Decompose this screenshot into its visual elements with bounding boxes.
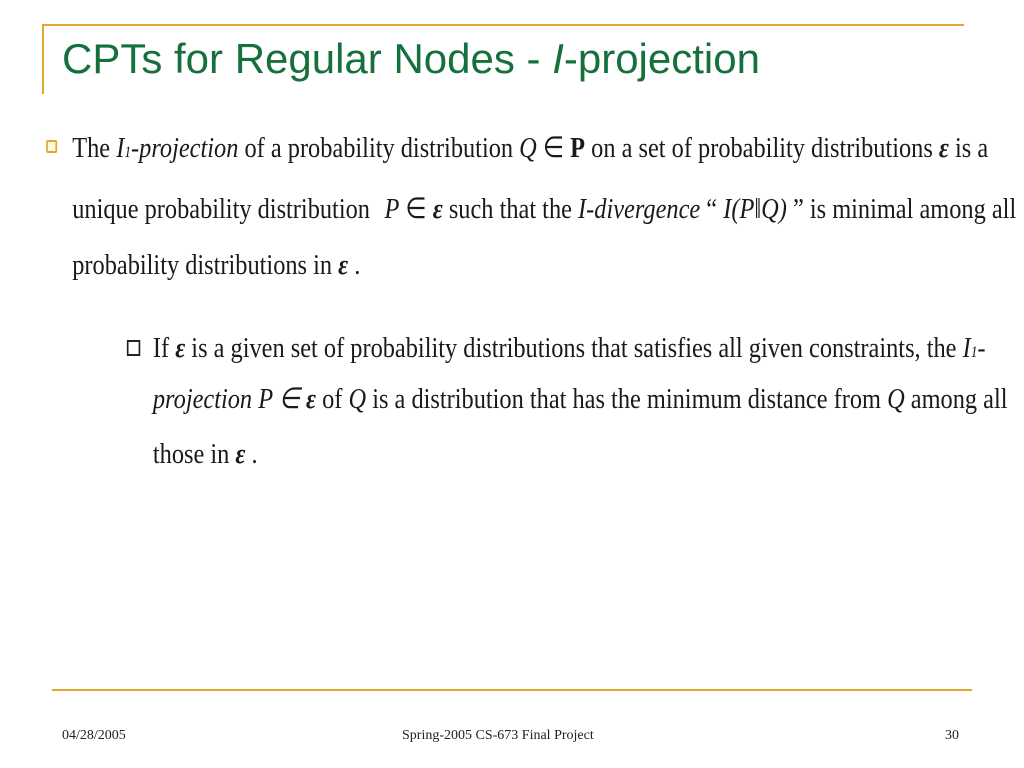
footer-divider bbox=[52, 689, 972, 691]
footer-page-number: 30 bbox=[945, 728, 959, 743]
paragraph2-line1: If ε is a given set of probability distributions that satisfies all given constraints, the I1- bbox=[152, 332, 986, 364]
paragraph2-line2: projection P ∈ ε of Q is a distribution that has the minimum distance from Q among all bbox=[152, 383, 1008, 415]
footer-date: 04/28/2005 bbox=[62, 728, 126, 743]
left-accent-line bbox=[42, 26, 44, 94]
slide-title: CPTs for Regular Nodes - I-projection bbox=[62, 35, 760, 82]
footer-course: Spring-2005 CS-673 Final Project bbox=[402, 728, 594, 743]
top-accent-line bbox=[42, 24, 964, 26]
hollow-square-bullet-icon bbox=[127, 340, 140, 356]
square-bullet-icon bbox=[46, 140, 57, 153]
slide-content-image bbox=[42, 118, 1017, 528]
paragraph1-line2: unique probability distribution P ∈ ε such that the I-divergence “ I(P‖Q) ” is minimal among all bbox=[72, 193, 1017, 225]
paragraph2-line3: those in ε . bbox=[152, 438, 258, 470]
paragraph1-line3: probability distributions in ε . bbox=[72, 249, 361, 281]
paragraph1-line1: The I1-projection of a probability distribution Q ∈ P on a set of probability distributions ε is a bbox=[72, 132, 989, 164]
